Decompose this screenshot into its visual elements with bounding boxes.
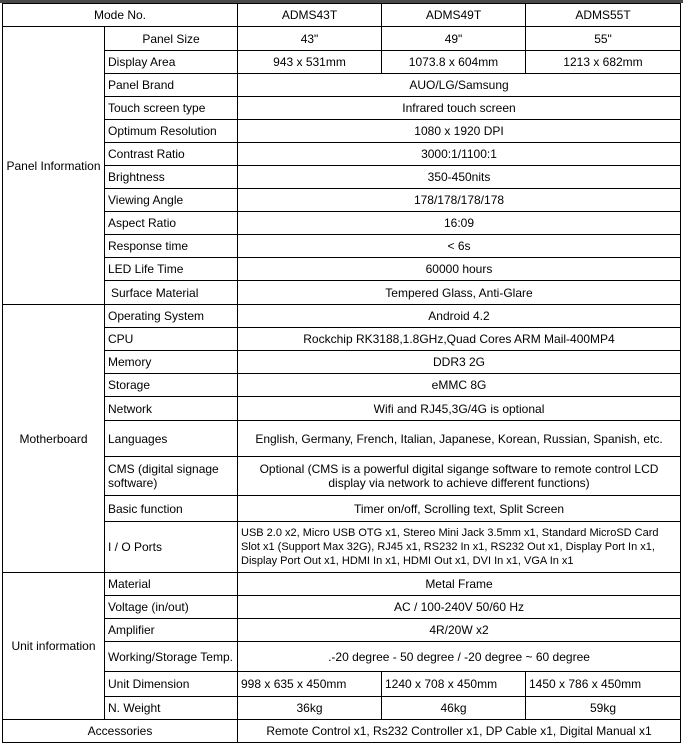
row-label: CPU	[105, 328, 238, 351]
cell-value: 16:09	[238, 212, 681, 235]
cell-value: 4R/20W x2	[238, 619, 681, 642]
table-row	[3, 51, 681, 74]
row-label: Voltage (in/out)	[105, 596, 238, 619]
cell-value: Optional (CMS is a powerful digital sigange software to remote control LCD display via network to achieve different functions)	[238, 457, 681, 496]
model-name: ADMS49T	[382, 4, 526, 27]
mode-no-label: Mode No.	[3, 4, 238, 27]
table-row	[3, 642, 681, 672]
cell-value: .-20 degree - 50 degree / -20 degree ~ 60 degree	[238, 642, 681, 672]
row-label: Unit Dimension	[105, 672, 238, 697]
row-label: Contrast Ratio	[105, 143, 238, 166]
cell-value: Infrared touch screen	[238, 97, 681, 120]
cell-value: 1213 x 682mm	[526, 51, 681, 74]
table-row	[3, 457, 681, 496]
section-panel-information: Panel Information	[3, 27, 105, 305]
table-row	[3, 421, 681, 457]
table-row	[3, 166, 681, 189]
row-label: Amplifier	[105, 619, 238, 642]
table-row	[3, 619, 681, 642]
row-label: I / O Ports	[105, 522, 238, 573]
cell-value: Timer on/off, Scrolling text, Split Screen	[238, 496, 681, 522]
cell-value: DDR3 2G	[238, 351, 681, 374]
table-row	[3, 235, 681, 258]
row-label: Working/Storage Temp.	[105, 642, 238, 672]
cell-value: 60000 hours	[238, 258, 681, 281]
row-label: Response time	[105, 235, 238, 258]
row-label: Languages	[105, 421, 238, 457]
row-label: Display Area	[105, 51, 238, 74]
row-label: Touch screen type	[105, 97, 238, 120]
cell-value: Android 4.2	[238, 305, 681, 328]
row-label: LED Life Time	[105, 258, 238, 281]
cell-value: < 6s	[238, 235, 681, 258]
table-row	[3, 496, 681, 522]
accessories-value: Remote Control x1, Rs232 Controller x1, DP Cable x1, Digital Manual x1	[238, 720, 681, 743]
cell-value: 49"	[382, 27, 526, 51]
model-name: ADMS55T	[526, 4, 681, 27]
row-label: Operating System	[105, 305, 238, 328]
table-row	[3, 74, 681, 97]
cell-value: 178/178/178/178	[238, 189, 681, 212]
cell-value: Metal Frame	[238, 573, 681, 596]
cell-value: 943 x 531mm	[238, 51, 382, 74]
table-row	[3, 212, 681, 235]
spec-table	[2, 3, 681, 743]
cell-value: 36kg	[238, 697, 382, 720]
cell-value: 59kg	[526, 697, 681, 720]
section-motherboard: Motherboard	[3, 305, 105, 573]
row-label: N. Weight	[105, 697, 238, 720]
row-label: Viewing Angle	[105, 189, 238, 212]
row-label: Optimum Resolution	[105, 120, 238, 143]
cell-value: 46kg	[382, 697, 526, 720]
row-label: Basic function	[105, 496, 238, 522]
cell-value: 350-450nits	[238, 166, 681, 189]
table-row	[3, 374, 681, 397]
row-label: CMS (digital signage software)	[105, 457, 238, 496]
table-row	[3, 397, 681, 421]
table-row	[3, 258, 681, 281]
cell-value: 1240 x 708 x 450mm	[382, 672, 526, 697]
table-row	[3, 596, 681, 619]
header-row	[3, 4, 681, 27]
cell-value: English, Germany, French, Italian, Japanese, Korean, Russian, Spanish, etc.	[238, 421, 681, 457]
table-row	[3, 305, 681, 328]
cell-value: Tempered Glass, Anti-Glare	[238, 281, 681, 305]
cell-value: Wifi and RJ45,3G/4G is optional	[238, 397, 681, 421]
table-row	[3, 672, 681, 697]
cell-value: 55"	[526, 27, 681, 51]
table-row	[3, 281, 681, 305]
row-label: Brightness	[105, 166, 238, 189]
row-label: Storage	[105, 374, 238, 397]
table-row	[3, 120, 681, 143]
row-label: Aspect Ratio	[105, 212, 238, 235]
cell-value: eMMC 8G	[238, 374, 681, 397]
table-row	[3, 97, 681, 120]
table-row	[3, 351, 681, 374]
row-label: Network	[105, 397, 238, 421]
accessories-label: Accessories	[3, 720, 238, 743]
row-label: Panel Size	[105, 27, 238, 51]
cell-value: AUO/LG/Samsung	[238, 74, 681, 97]
cell-value: 1073.8 x 604mm	[382, 51, 526, 74]
cell-value: USB 2.0 x2, Micro USB OTG x1, Stereo Mini Jack 3.5mm x1, Standard MicroSD Card Slot x1 (Support Max 32G), RJ45 x1, RS232 In x1, RS232 Out x1, Display Port In x1, Display Port Out x1, HDMI In x1, HDMI Out x1, DVI In x1, VGA In x1	[238, 522, 681, 573]
row-label: Material	[105, 573, 238, 596]
table-row	[3, 328, 681, 351]
cell-value: 1080 x 1920 DPI	[238, 120, 681, 143]
accessories-row	[3, 720, 681, 743]
cell-value: AC / 100-240V 50/60 Hz	[238, 596, 681, 619]
row-label: Memory	[105, 351, 238, 374]
model-name: ADMS43T	[238, 4, 382, 27]
cell-value: 43"	[238, 27, 382, 51]
row-label: Surface Material	[105, 281, 238, 305]
row-label: Panel Brand	[105, 74, 238, 97]
section-unit-information: Unit information	[3, 573, 105, 720]
cell-value: 1450 x 786 x 450mm	[526, 672, 681, 697]
table-row	[3, 27, 681, 51]
table-row	[3, 522, 681, 573]
table-row	[3, 189, 681, 212]
table-row	[3, 573, 681, 596]
cell-value: Rockchip RK3188,1.8GHz,Quad Cores ARM Mail-400MP4	[238, 328, 681, 351]
cell-value: 998 x 635 x 450mm	[238, 672, 382, 697]
table-row	[3, 143, 681, 166]
cell-value: 3000:1/1100:1	[238, 143, 681, 166]
table-row	[3, 697, 681, 720]
